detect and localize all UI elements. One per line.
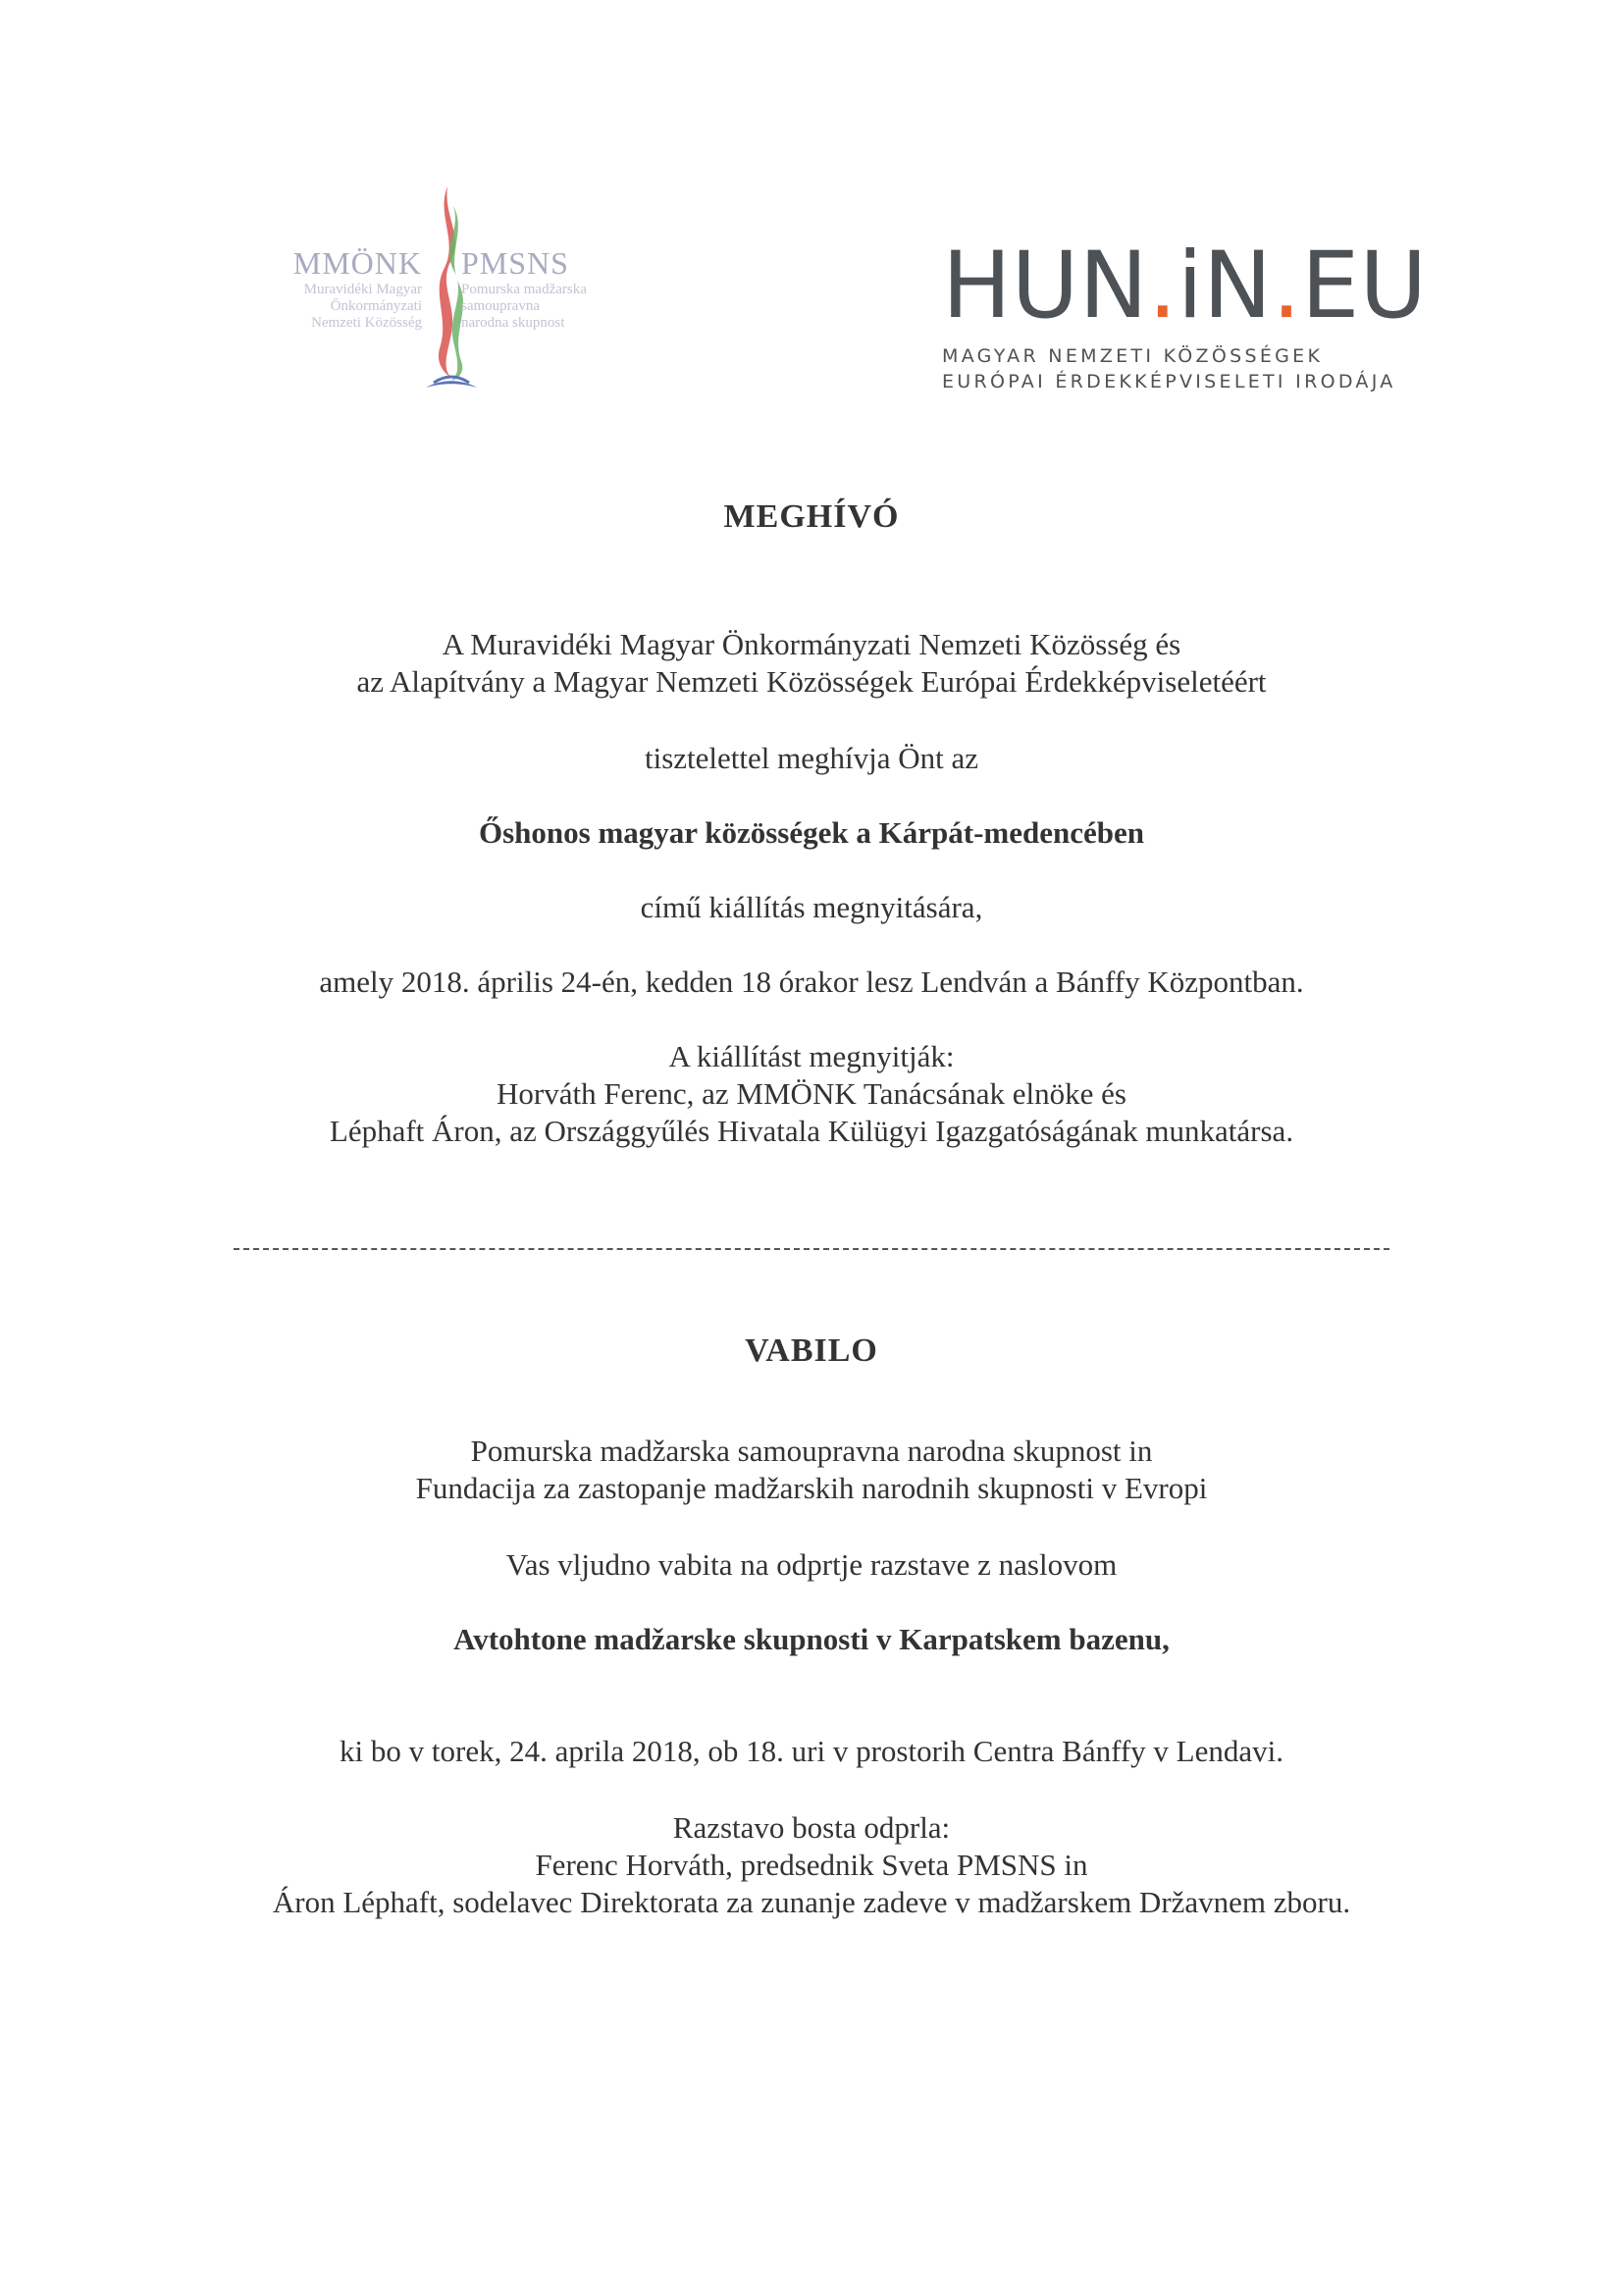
hungarian-exhibition-suffix: című kiállítás megnyitására,	[640, 890, 983, 924]
mmonk-line-2: Önkormányzati	[330, 298, 422, 315]
hungarian-org-line-2: az Alapítvány a Magyar Nemzeti Közösségek Európai Érdekképviseletéért	[356, 664, 1267, 699]
hungarian-exhibition-title: Őshonos magyar közösségek a Kárpát-medencében	[479, 815, 1144, 850]
slovenian-exhibition-title: Avtohtone madžarske skupnosti v Karpatskem bazenu,	[453, 1622, 1170, 1656]
section-divider	[234, 1248, 1389, 1250]
hungarian-opener-2: Léphaft Áron, az Országgyűlés Hivatala Külügyi Igazgatóságának munkatársa.	[329, 1114, 1294, 1148]
mmonk-pmsns-logo	[255, 186, 667, 402]
brand-dot-1: .	[1147, 233, 1178, 339]
slovenian-title: VABILO	[745, 1332, 878, 1369]
slovenian-openers-intro: Razstavo bosta odprla:	[672, 1810, 951, 1845]
slovenian-when-where: ki bo v torek, 24. aprila 2018, ob 18. uri v prostorih Centra Bánffy v Lendavi.	[340, 1734, 1283, 1768]
mmonk-line-1: Muravidéki Magyar	[303, 281, 422, 297]
slovenian-opener-2: Áron Léphaft, sodelavec Direktorata za zunanje zadeve v madžarskem Državnem zboru.	[272, 1885, 1351, 1919]
hungarian-org-line-1: A Muravidéki Magyar Önkormányzati Nemzeti Közösség és	[442, 627, 1181, 661]
pmsns-line-1: Pomurska madžarska	[461, 281, 587, 297]
slovenian-org-line-2: Fundacija za zastopanje madžarskih narodnih skupnosti v Evropi	[415, 1471, 1208, 1505]
pmsns-text-block	[461, 245, 667, 333]
brand-part-hun: HUN	[942, 233, 1148, 339]
slovenian-org-line-1: Pomurska madžarska samoupravna narodna skupnost in	[470, 1434, 1153, 1468]
pmsns-line-2: samoupravna	[461, 298, 540, 315]
brand-tagline-1: MAGYAR NEMZETI KÖZÖSSÉGEK	[942, 345, 1324, 367]
slovenian-invite: Vas vljudno vabita na odprtje razstave z naslovom	[505, 1547, 1118, 1582]
pmsns-line-3: narodna skupnost	[461, 315, 565, 332]
hungarian-openers-intro: A kiállítást megnyitják:	[668, 1039, 955, 1073]
hun-in-eu-logo	[942, 233, 1428, 394]
hungarian-opener-1: Horváth Ferenc, az MMÖNK Tanácsának elnöke és	[496, 1076, 1126, 1111]
pmsns-abbr: PMSNS	[461, 245, 569, 281]
mmonk-line-3: Nemzeti Közösség	[311, 315, 422, 332]
slovenian-opener-1: Ferenc Horváth, predsednik Sveta PMSNS in	[535, 1848, 1088, 1882]
mmonk-text-block	[255, 245, 422, 333]
brand-part-in: iN	[1177, 233, 1273, 339]
hungarian-title: MEGHÍVÓ	[723, 498, 900, 535]
mmonk-abbr: MMÖNK	[292, 245, 422, 281]
brand-dot-2: .	[1272, 233, 1302, 339]
brand-wordmark	[942, 233, 1428, 339]
hungarian-invite: tisztelettel meghívja Önt az	[644, 741, 979, 775]
hungarian-when-where: amely 2018. április 24-én, kedden 18 órakor lesz Lendván a Bánffy Központban.	[319, 965, 1304, 999]
brand-part-eu: EU	[1301, 233, 1428, 339]
brand-tagline-2: EURÓPAI ÉRDEKKÉPVISELETI IRODÁJA	[942, 370, 1396, 392]
